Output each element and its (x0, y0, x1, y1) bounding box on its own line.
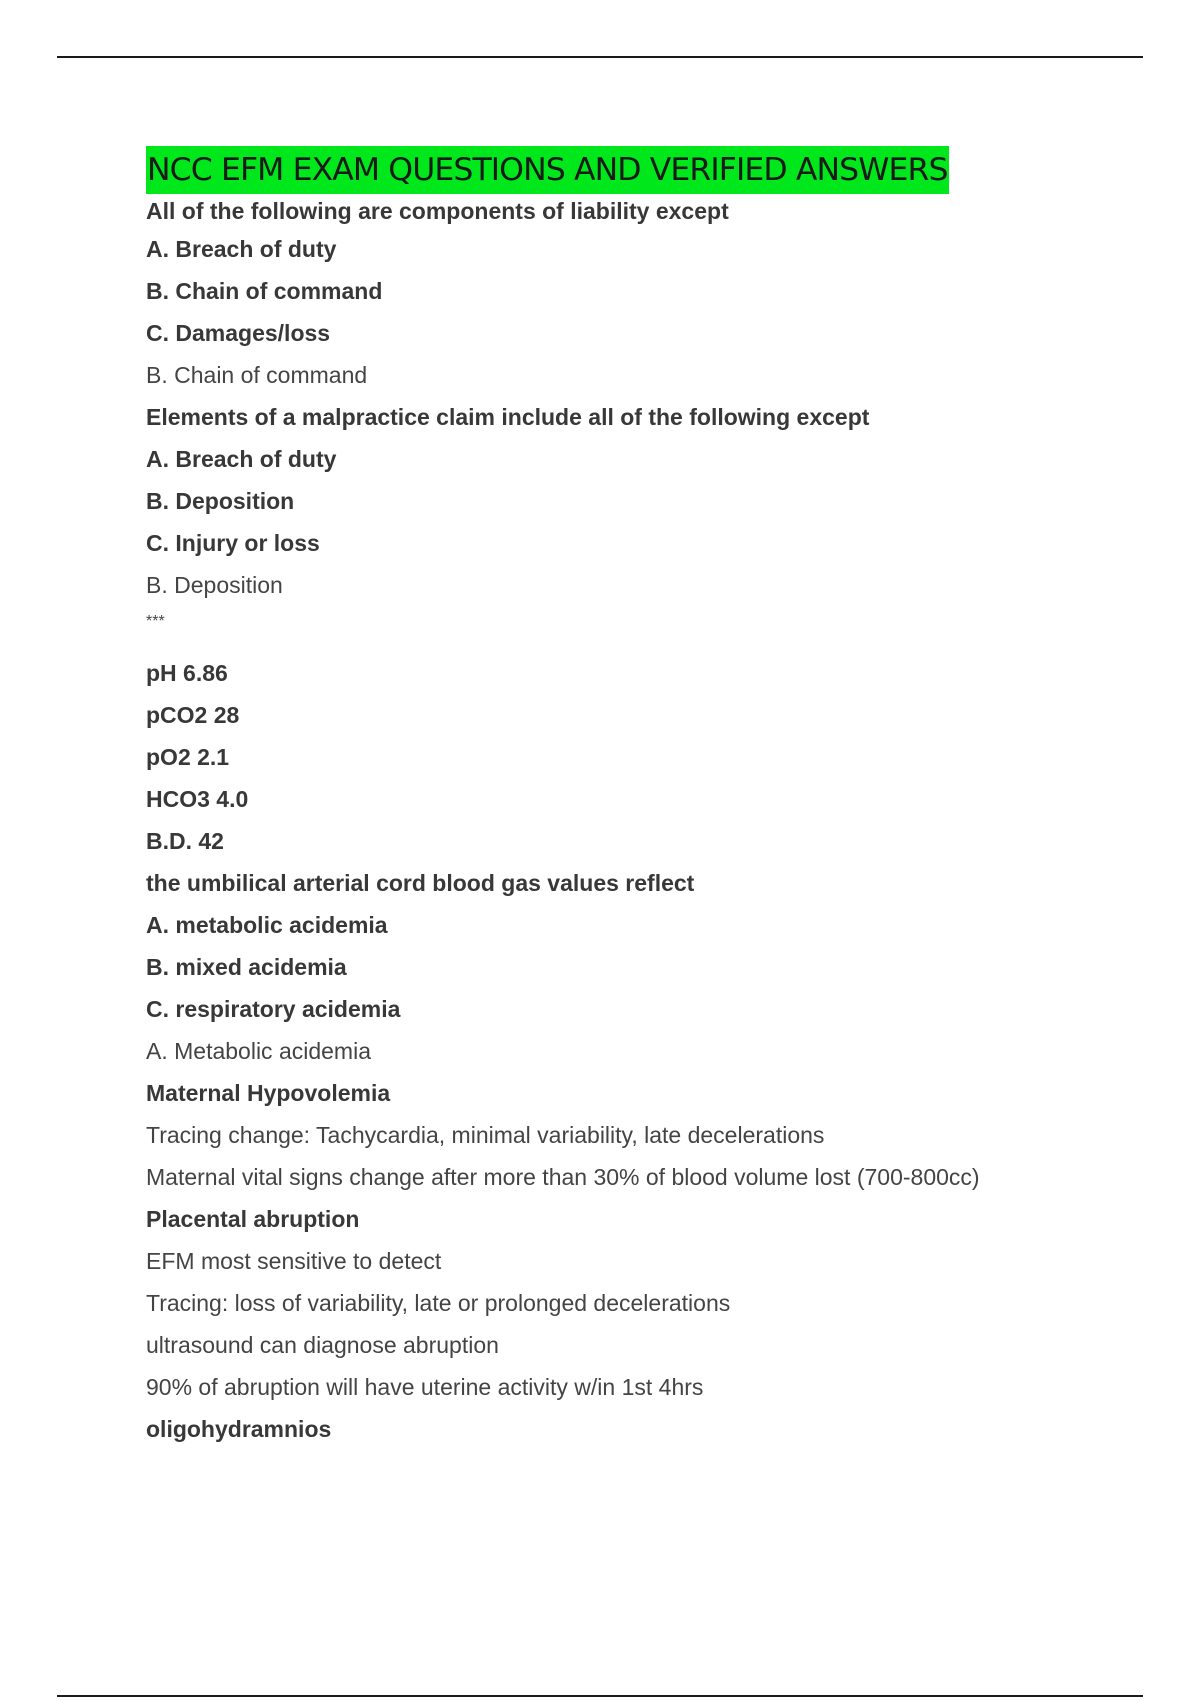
bottom-divider (57, 1695, 1143, 1697)
note-uterine-activity: 90% of abruption will have uterine activity w/in 1st 4hrs (146, 1374, 704, 1400)
option-a-breach-of-duty-2: A. Breach of duty (146, 446, 337, 472)
document-title: NCC EFM EXAM QUESTIONS AND VERIFIED ANSWERS (146, 146, 949, 194)
option-c-injury-or-loss: C. Injury or loss (146, 530, 320, 556)
question-cord-blood-gas: the umbilical arterial cord blood gas values reflect (146, 870, 695, 896)
note-ultrasound: ultrasound can diagnose abruption (146, 1332, 499, 1358)
note-vital-signs: Maternal vital signs change after more than 30% of blood volume lost (700-800cc) (146, 1164, 980, 1190)
option-c-respiratory-acidemia: C. respiratory acidemia (146, 996, 401, 1022)
answer-liability: B. Chain of command (146, 362, 368, 388)
heading-placental-abruption: Placental abruption (146, 1206, 360, 1232)
option-b-deposition: B. Deposition (146, 488, 295, 514)
value-pco2: pCO2 28 (146, 702, 240, 728)
question-liability: All of the following are components of liability except (146, 198, 729, 224)
option-a-breach-of-duty: A. Breach of duty (146, 236, 337, 262)
value-po2: pO2 2.1 (146, 744, 230, 770)
note-efm-sensitive: EFM most sensitive to detect (146, 1248, 442, 1274)
question-malpractice: Elements of a malpractice claim include all of the following except (146, 404, 870, 430)
answer-malpractice: B. Deposition (146, 572, 283, 598)
answer-cord-blood-gas: A. Metabolic acidemia (146, 1038, 371, 1064)
option-a-metabolic-acidemia: A. metabolic acidemia (146, 912, 388, 938)
option-c-damages-loss: C. Damages/loss (146, 320, 331, 346)
heading-oligohydramnios: oligohydramnios (146, 1416, 332, 1442)
value-base-deficit: B.D. 42 (146, 828, 224, 854)
note-tracing-change: Tracing change: Tachycardia, minimal variability, late decelerations (146, 1122, 825, 1148)
top-divider (57, 56, 1143, 58)
option-b-chain-of-command: B. Chain of command (146, 278, 383, 304)
value-hco3: HCO3 4.0 (146, 786, 249, 812)
separator-stars: *** (146, 613, 165, 630)
value-ph: pH 6.86 (146, 660, 228, 686)
option-b-mixed-acidemia: B. mixed acidemia (146, 954, 347, 980)
heading-maternal-hypovolemia: Maternal Hypovolemia (146, 1080, 391, 1106)
note-tracing-abruption: Tracing: loss of variability, late or prolonged decelerations (146, 1290, 731, 1316)
document-body (146, 146, 1136, 1450)
